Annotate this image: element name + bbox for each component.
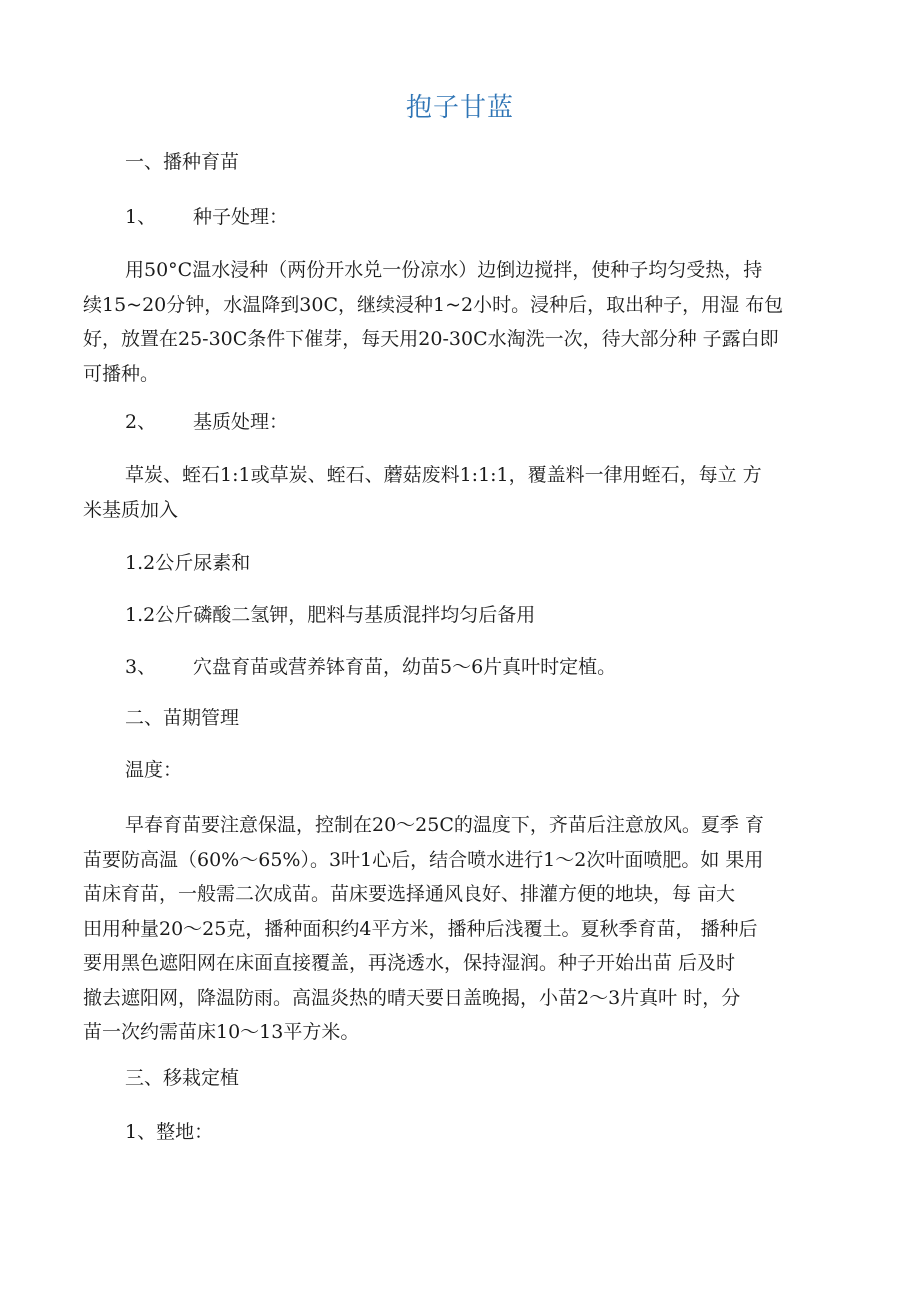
item-number: 3、: [125, 656, 157, 678]
item-label: 种子处理：: [193, 206, 289, 228]
paragraph-line: 可播种。: [83, 362, 160, 385]
section-heading-seedling-management: 二、苗期管理: [125, 707, 240, 729]
paragraph-line: 苗要防高温（60%〜65%）。3叶1心后，结合喷水进行1〜2次叶面喷肥。如 果用: [83, 848, 764, 871]
paragraph-line: 要用黑色遮阳网在床面直接覆盖，再浇透水，保持湿润。种子开始出苗 后及时: [83, 952, 736, 974]
paragraph-line: 早春育苗要注意保温，控制在20〜25C的温度下，齐苗后注意放风。夏季 育: [125, 814, 764, 836]
section-heading-sowing: 一、播种育苗: [125, 151, 240, 173]
paragraph-line: 用50°C温水浸种（两份开水兑一份凉水）边倒边搅拌，使种子均匀受热，持: [125, 259, 763, 281]
paragraph-line: 草炭、蛭石1:1或草炭、蛭石、蘑菇废料1:1:1，覆盖料一律用蛭石，每立 方: [125, 464, 762, 486]
paragraph-line: 续15~20分钟，水温降到30C，继续浸种1~2小时。浸种后，取出种子，用湿 布包: [83, 293, 784, 316]
kh2po4-line: 1.2公斤磷酸二氢钾，肥料与基质混拌均匀后备用: [125, 604, 536, 626]
item-seed-treatment: [125, 202, 288, 232]
paragraph-seed-treatment: [83, 253, 837, 391]
paragraph-temperature: [83, 808, 837, 1050]
item-number: 2、: [125, 411, 157, 433]
item-label: 基质处理：: [193, 411, 289, 433]
paragraph-line: 撤去遮阳网，降温防雨。高温炎热的晴天要日盖晚揭，小苗2〜3片真叶 时，分: [83, 986, 741, 1009]
paragraph-line: 苗一次约需苗床10〜13平方米。: [83, 1021, 360, 1043]
item-substrate-treatment: [125, 407, 288, 437]
temperature-label: 温度：: [125, 759, 183, 781]
paragraph-substrate: [83, 458, 837, 527]
item-number: 1、: [125, 206, 157, 228]
paragraph-line: 好，放置在25-30C条件下催芽，每天用20-30C水淘洗一次，待大部分种 子露白即: [83, 328, 779, 350]
paragraph-line: 田用种量20〜25克，播种面积约4平方米，播种后浅覆土。夏秋季育苗， 播种后: [83, 917, 758, 940]
paragraph-line: 米基质加入: [83, 498, 179, 521]
urea-line: 1.2公斤尿素和: [125, 552, 251, 574]
item-label: 穴盘育苗或营养钵育苗，幼苗5〜6片真叶时定植。: [193, 656, 617, 678]
document-title: 抱子甘蓝: [405, 93, 514, 123]
section-heading-transplanting: 三、移栽定植: [125, 1067, 240, 1089]
paragraph-line: 苗床育苗，一般需二次成苗。苗床要选择通风良好、排灌方便的地块，每 亩大: [83, 883, 736, 905]
item-land-preparation: 1、整地：: [125, 1121, 214, 1143]
item-tray-seedling: [125, 652, 616, 682]
